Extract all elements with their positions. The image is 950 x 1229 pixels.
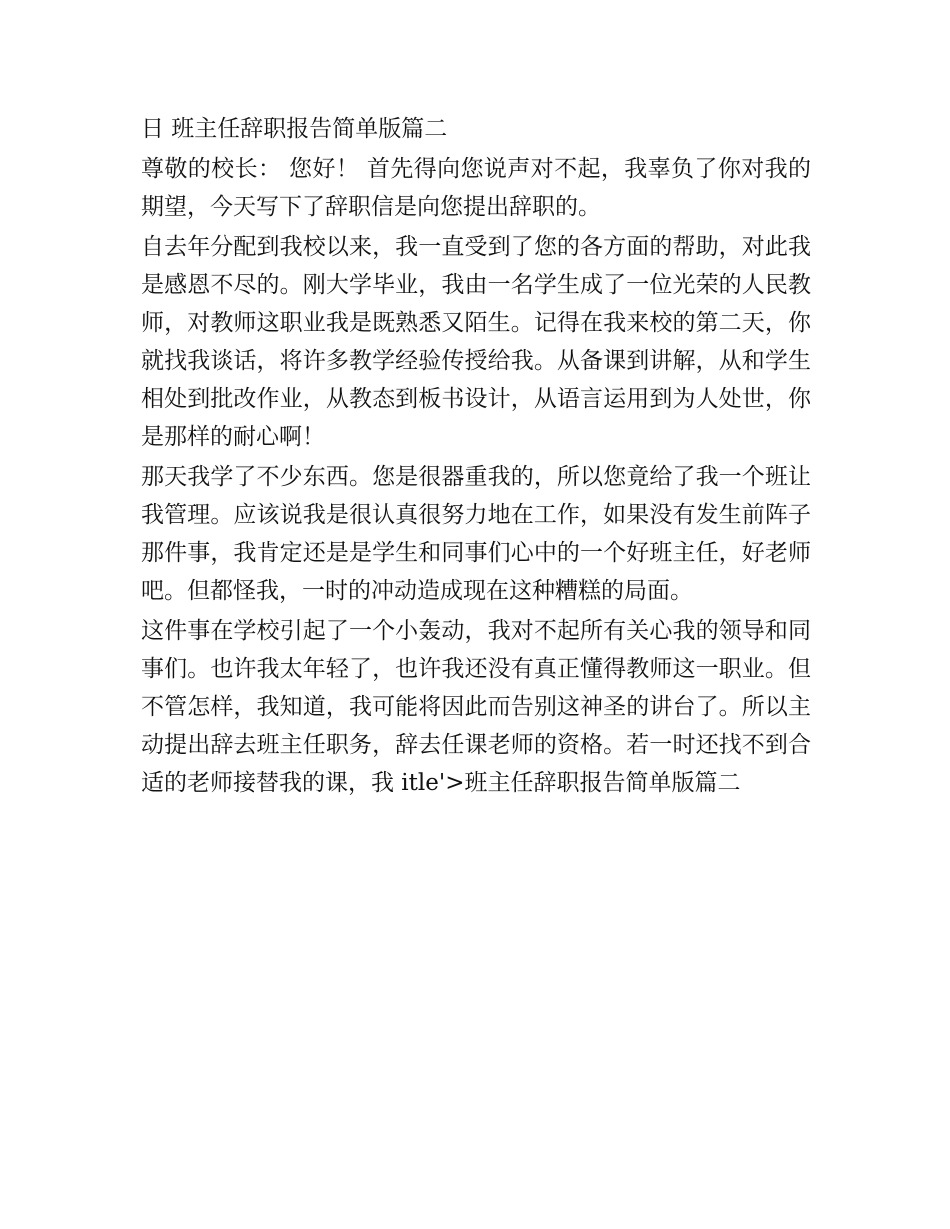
paragraph-incident: 那天我学了不少东西。您是很器重我的，所以您竟给了我一个班让我管理。应该说我是很认真很努力地在工作，如果没有发生前阵子那件事，我肯定还是是学生和同事们心中的一个好班主任，好老师吧。但都怪我，一时的冲动造成现在这种糟糕的局面。	[141, 464, 811, 604]
document-body	[141, 110, 811, 804]
paragraph-resignation: 这件事在学校引起了一个小轰动，我对不起所有关心我的领导和同事们。也许我太年轻了，也许我还没有真正懂得教师这一职业。但不管怎样，我知道，我可能将因此而告别这神圣的讲台了。所以主动提出辞去班主任职务，辞去任课老师的资格。若一时还找不到合适的老师接替我的课，我 itle'>班主任辞职报告简单版篇二	[141, 618, 811, 796]
paragraph-greeting: 尊敬的校长： 您好！ 首先得向您说声对不起，我辜负了你对我的期望，今天写下了辞职信是向您提出辞职的。	[141, 156, 811, 220]
paragraph-gratitude: 自去年分配到我校以来，我一直受到了您的各方面的帮助，对此我是感恩不尽的。刚大学毕业，我由一名学生成了一位光荣的人民教师，对教师这职业我是既熟悉又陌生。记得在我来校的第二天，你就找我谈话，将许多教学经验传授给我。从备课到讲解，从和学生相处到批改作业，从教态到板书设计，从语言运用到为人处世，你是那样的耐心啊！	[141, 234, 811, 450]
document-title: 日 班主任辞职报告简单版篇二	[141, 116, 448, 142]
